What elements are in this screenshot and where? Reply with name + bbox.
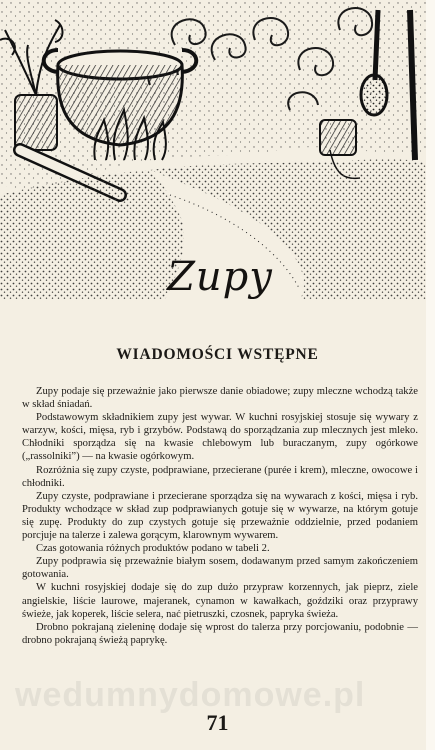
paragraph: Czas gotowania różnych produktów podano w tabeli 2. (36, 543, 270, 555)
section-heading: WIADOMOŚCI WSTĘPNE (116, 346, 319, 363)
page-edge (426, 0, 435, 750)
paragraph: Podstawowym składnikiem zupy jest wywar. W kuchni rosyjskiej stosuje się wywary z warzyw, kości, mięsa, ryb i grzybów. Podstawą do sporządzania zup mlecznych jest mleko. Chłodniki sporządza się na kwasie chlebowym lub buraczanym, zupy ogórkowe („rassolniki”) — na kwasie ogórkowym. (22, 412, 418, 463)
paragraph: Zupy podprawia się przeważnie białym sosem, dodawanym przed samym zakończeniem gotowania. (22, 556, 418, 581)
paragraph: Drobno pokrajaną zieleninę dodaje się wprost do talerza przy porcjowaniu, podobnie — drobno pokrajaną świeżą paprykę. (22, 621, 418, 646)
paragraph: Zupy czyste, podprawiane i przecierane sporządza się na wywarach z kości, mięsa i ryb. Produkty wchodzące w skład zup podprawianych gotuje się w wywarze, na którym gotuje się zupę. Produkty do zup czystych gotuje się przeważnie oddzielnie, przed podaniem porcjuje na talerze i zalewa gorącym, klarownym wywarem. (22, 490, 418, 542)
paragraph: Zupy podaje się przeważnie jako pierwsze danie obiadowe; zupy mleczne wchodzą także w skład śniadań. (22, 386, 418, 411)
body-text (22, 385, 418, 647)
page-number: 71 (206, 710, 229, 735)
chapter-title: Zupy (167, 254, 273, 300)
watermark: wedumnydomowe.pl (15, 676, 366, 714)
paragraph: Rozróżnia się zupy czyste, podprawiane, przecierane (purée i krem), mleczne, owocowe i chłodniki. (22, 464, 418, 489)
paragraph: W kuchni rosyjskiej dodaje się do zup dużo przypraw korzennych, jak pieprz, ziele angielskie, liście laurowe, majeranek, cynamon w kawałkach, goździki oraz przyprawy świeże, jak koperek, liście selera, nać pietruszki, czosnek, papryka świeża. (22, 582, 418, 620)
